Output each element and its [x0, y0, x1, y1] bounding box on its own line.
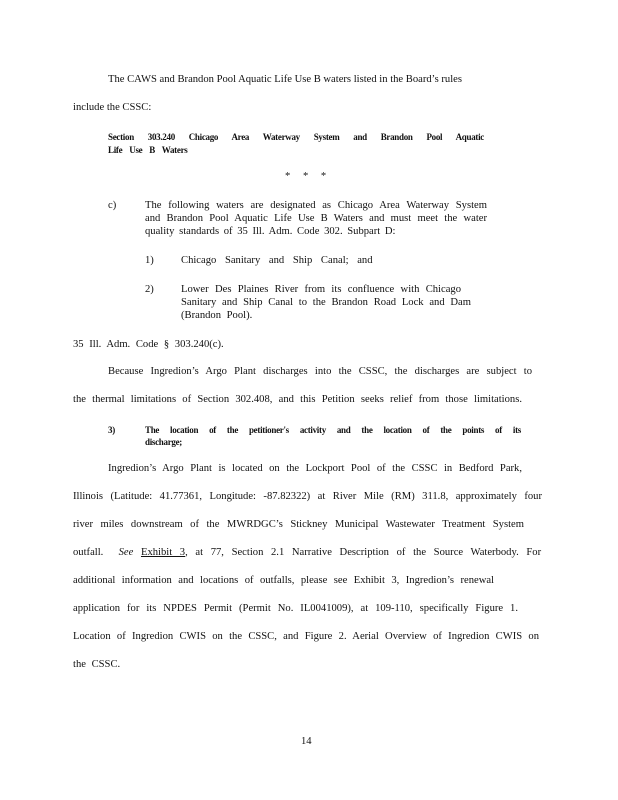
see-signal: See	[118, 547, 134, 558]
para3-line3: river miles downstream of the MWRDGC’s Stickney Municipal Wastewater Treatment System	[73, 519, 524, 530]
item-2-line2: Sanitary and Ship Canal to the Brandon Road Lock and Dam	[181, 297, 471, 308]
para1-line1: The CAWS and Brandon Pool Aquatic Life Use B waters listed in the Board’s rules	[108, 74, 462, 85]
para3-line1: Ingredion’s Argo Plant is located on the Lockport Pool of the CSSC in Bedford Park,	[108, 463, 522, 474]
heading3-label: 3)	[108, 425, 115, 435]
ellipsis: * * *	[285, 171, 327, 182]
para1-line2: include the CSSC:	[73, 102, 152, 113]
item-1-label: 1)	[145, 255, 154, 266]
para3-line8: the CSSC.	[73, 659, 121, 670]
exhibit-3-link[interactable]: Exhibit 3	[140, 547, 186, 558]
item-2-line1: Lower Des Plaines River from its confluence with Chicago	[181, 284, 461, 295]
item-c-line2: and Brandon Pool Aquatic Life Use B Waters and must meet the water	[145, 213, 487, 224]
para2-line2: the thermal limitations of Section 302.408, and this Petition seeks relief from those limitations.	[73, 394, 522, 405]
item-2-line3: (Brandon Pool).	[181, 310, 253, 321]
item-c-label: c)	[108, 200, 117, 211]
item-2-label: 2)	[145, 284, 154, 295]
item-c-line3: quality standards of 35 Ill. Adm. Code 302. Subpart D:	[145, 226, 396, 237]
para3-line4-end: , at 77, Section 2.1 Narrative Description of the Source Waterbody. For	[185, 547, 542, 558]
heading3-line2: discharge;	[145, 437, 182, 447]
para3-line5: additional information and locations of outfalls, please see Exhibit 3, Ingredion’s renewal	[73, 575, 494, 586]
citation: 35 Ill. Adm. Code § 303.240(c).	[73, 339, 224, 350]
para3-line7: Location of Ingredion CWIS on the CSSC, and Figure 2. Aerial Overview of Ingredion CWIS on	[73, 631, 539, 642]
para3-line4	[73, 546, 541, 560]
para2-line1: Because Ingredion’s Argo Plant discharges into the CSSC, the discharges are subject to	[108, 366, 532, 377]
para3-line2: Illinois (Latitude: 41.77361, Longitude: -87.82322) at River Mile (RM) 311.8, approximately four	[73, 491, 542, 502]
item-1-text: Chicago Sanitary and Ship Canal; and	[181, 255, 373, 266]
page-number: 14	[301, 736, 312, 747]
heading3-line1: The location of the petitioner's activity and the location of the points of its	[145, 425, 521, 435]
rule-heading-line2: Life Use B Waters	[108, 145, 188, 155]
item-c-line1: The following waters are designated as Chicago Area Waterway System	[145, 200, 487, 211]
para3-outfall-text: outfall.	[73, 547, 104, 558]
rule-heading-line1: Section 303.240 Chicago Area Waterway System and Brandon Pool Aquatic	[108, 132, 484, 142]
para3-line6: application for its NPDES Permit (Permit No. IL0041009), at 109-110, specifically Figure 1.	[73, 603, 518, 614]
